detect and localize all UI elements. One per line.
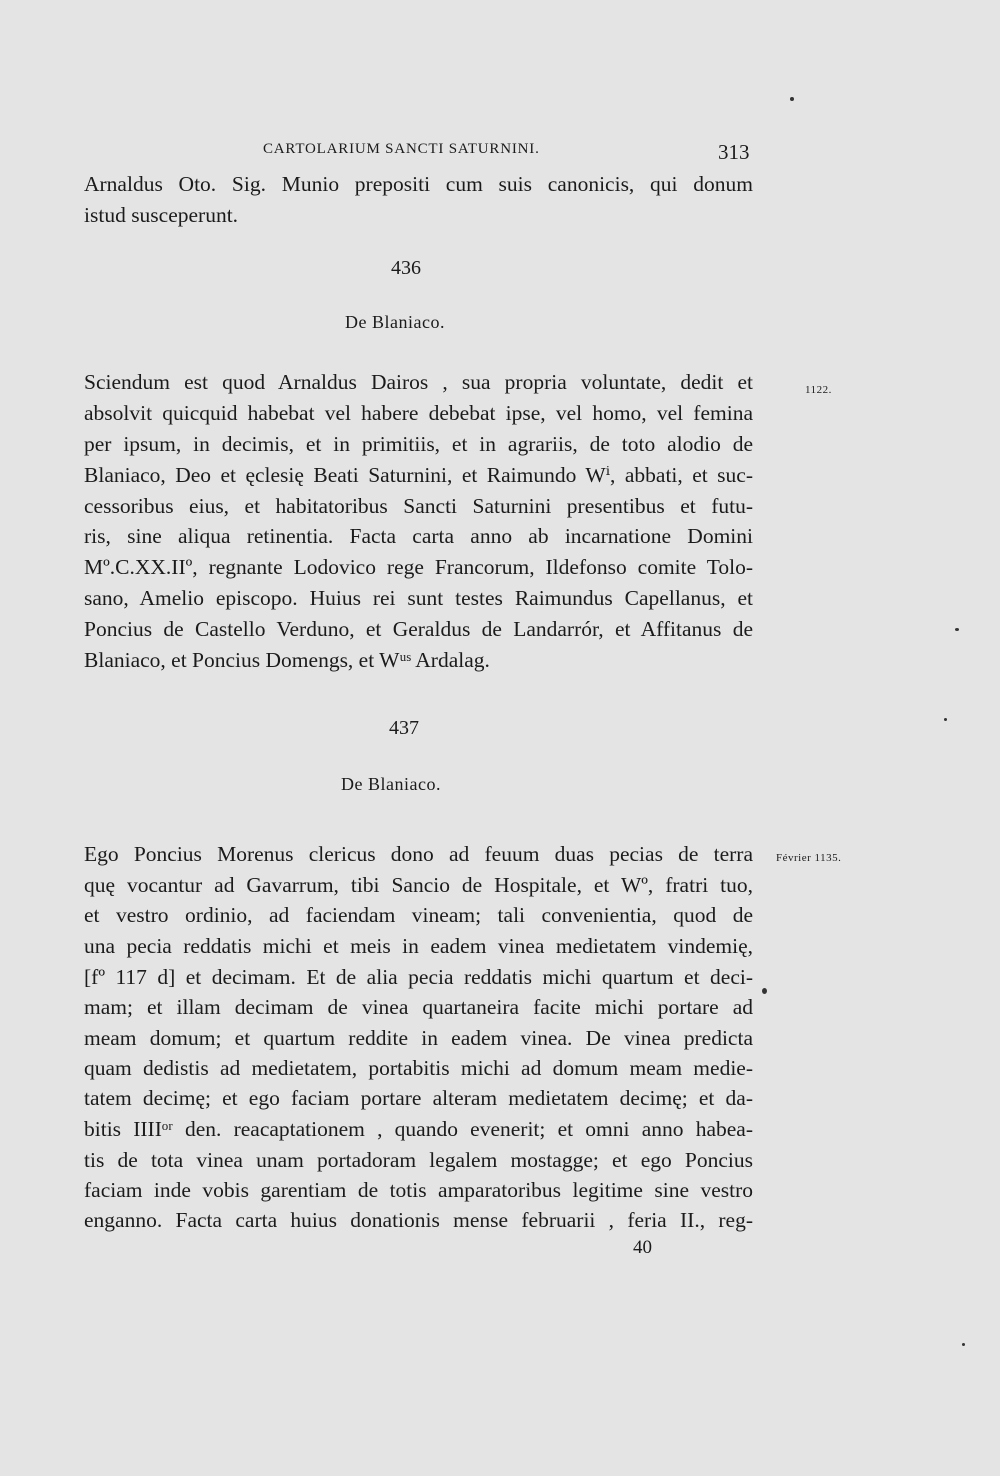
text-line: Poncius de Castello Verduno, et Geraldus de Landarrór, et Affitanus de bbox=[84, 617, 753, 641]
text-line: cessoribus eius, et habitatoribus Sancti Saturnini presentibus et futu- bbox=[84, 494, 753, 518]
document-title: De Blaniaco. bbox=[341, 774, 441, 794]
text-line: faciam inde vobis garentiam de totis amparatoribus legitime sine vestro bbox=[84, 1178, 753, 1202]
document-title: De Blaniaco. bbox=[345, 312, 445, 332]
text-line: mam; et illam decimam de vinea quartaneira facite michi portare ad bbox=[84, 995, 753, 1019]
text-line: tis de tota vinea unam portadoram legalem mostagge; et ego Poncius bbox=[84, 1148, 753, 1172]
text-line: Blaniaco, Deo et ęclesię Beati Saturnini, et Raimundo Wⁱ, abbati, et suc- bbox=[84, 463, 753, 487]
margin-date: 1122. bbox=[805, 384, 832, 396]
text-line: enganno. Facta carta huius donationis mense februarii , feria II., reg- bbox=[84, 1208, 753, 1232]
text-line: Arnaldus Oto. Sig. Munio prepositi cum suis canonicis, qui donum bbox=[84, 172, 753, 196]
text-line: istud susceperunt. bbox=[84, 203, 239, 227]
text-line: absolvit quicquid habebat vel habere debebat ipse, vel homo, vel femina bbox=[84, 401, 753, 425]
text-line: sano, Amelio episcopo. Huius rei sunt testes Raimundus Capellanus, et bbox=[84, 586, 753, 610]
paper-speck bbox=[955, 628, 959, 631]
text-line: meam domum; et quartum reddite in eadem vinea. De vinea predicta bbox=[84, 1026, 753, 1050]
text-line: ris, sine aliqua retinentia. Facta carta anno ab incarnatione Domini bbox=[84, 524, 753, 548]
text-line: quę vocantur ad Gavarrum, tibi Sancio de Hospitale, et Wº, fratri tuo, bbox=[84, 873, 753, 897]
text-line: per ipsum, in decimis, et in primitiis, et in agrariis, de toto alodio de bbox=[84, 432, 753, 456]
printer-signature: 40 bbox=[633, 1237, 652, 1258]
document-number: 436 bbox=[391, 257, 421, 279]
paper-speck bbox=[944, 718, 947, 721]
text-line: tatem decimę; et ego faciam portare alteram medietatem decimę; et da- bbox=[84, 1086, 753, 1110]
text-line: et vestro ordinio, ad faciendam vineam; tali convenientia, quod de bbox=[84, 903, 753, 927]
text-line: Blaniaco, et Poncius Domengs, et Wᵘˢ Ardalag. bbox=[84, 648, 490, 672]
text-line: Sciendum est quod Arnaldus Dairos , sua propria voluntate, dedit et bbox=[84, 370, 753, 394]
text-line: quam dedistis ad medietatem, portabitis michi ad domum meam medie- bbox=[84, 1056, 753, 1080]
page-number: 313 bbox=[718, 140, 750, 164]
margin-date: Février 1135. bbox=[776, 852, 842, 864]
paper-speck bbox=[790, 97, 794, 101]
text-line: [fº 117 d] et decimam. Et de alia pecia reddatis michi quartum et deci- bbox=[84, 965, 753, 989]
paper-speck bbox=[962, 1343, 965, 1346]
running-title: CARTOLARIUM SANCTI SATURNINI. bbox=[263, 141, 540, 157]
document-number: 437 bbox=[389, 717, 419, 739]
text-line: bitis IIIIᵒʳ den. reacaptationem , quando evenerit; et omni anno habea- bbox=[84, 1117, 753, 1141]
text-line: Mº.C.XX.IIº, regnante Lodovico rege Francorum, Ildefonso comite Tolo- bbox=[84, 555, 753, 579]
paper-speck bbox=[762, 988, 767, 994]
text-line: una pecia reddatis michi et meis in eadem vinea medietatem vindemię, bbox=[84, 934, 753, 958]
text-line: Ego Poncius Morenus clericus dono ad feuum duas pecias de terra bbox=[84, 842, 753, 866]
